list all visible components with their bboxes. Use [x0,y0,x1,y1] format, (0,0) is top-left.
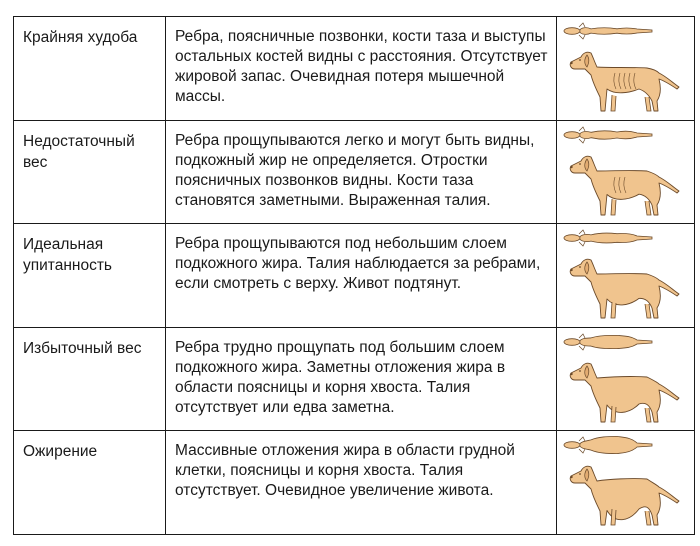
description-cell [166,224,557,328]
table-row-1 [14,17,695,121]
dog-underweight-figure [557,121,693,223]
category-label: Идеальная упитанность [23,236,113,275]
category-label: Избыточный вес [23,339,142,357]
dog-ideal-figure [557,224,693,326]
dog-top-view [564,334,652,350]
description-cell [166,120,557,224]
dog-side-view [570,363,679,422]
description-cell [166,17,557,121]
category-label: Недостаточный вес [23,132,135,171]
table-row-3 [14,224,695,328]
description-text: Ребра прощупываются легко и могут быть видны, подкожный жир не определяется. Отростки поясничных позвонков видны. Кости таза становятся заметными. Выраженная талия. [175,131,535,209]
category-cell [14,120,166,224]
description-text: Ребра, поясничные позвонки, кости таза и выступы остальных костей видны с расстояния. Отсутствует жировой запас. Очевидная потеря мышечной массы. [175,28,548,105]
dog-overweight-figure [557,328,693,430]
dog-top-view [564,23,652,39]
category-label: Ожирение [23,443,98,461]
description-text: Массивные отложения жира в области грудной клетки, поясницы и корня хвоста. Талия отсутствует. Очевидное увеличение живота. [175,442,515,500]
dog-obese-figure [557,431,693,533]
category-cell [14,327,166,431]
dog-very-thin-figure [557,17,693,119]
category-label: Крайняя худоба [23,29,138,46]
category-cell [14,224,166,328]
figure-cell [557,327,695,431]
body-condition-table [13,16,695,535]
dog-side-view [570,52,679,111]
category-cell [14,431,166,535]
dog-top-view [564,230,652,246]
figure-cell [557,17,695,121]
dog-side-view [570,467,679,526]
figure-cell [557,120,695,224]
description-text: Ребра прощупываются под небольшим слоем подкожного жира. Талия наблюдается за ребрами, если смотреть с верху. Живот подтянут. [175,235,541,293]
table-row-2 [14,120,695,224]
figure-cell [557,431,695,535]
description-text: Ребра трудно прощупать под большим слоем подкожного жира. Заметны отложения жира в области поясницы и корня хвоста. Талия отсутствует или едва заметна. [175,338,506,416]
category-cell [14,17,166,121]
dog-side-view [570,259,679,318]
dog-top-view [564,437,652,454]
figure-cell [557,224,695,328]
dog-top-view [564,127,652,143]
dog-side-view [570,156,679,215]
table-row-5 [14,431,695,535]
description-cell [166,327,557,431]
description-cell [166,431,557,535]
table-row-4 [14,327,695,431]
